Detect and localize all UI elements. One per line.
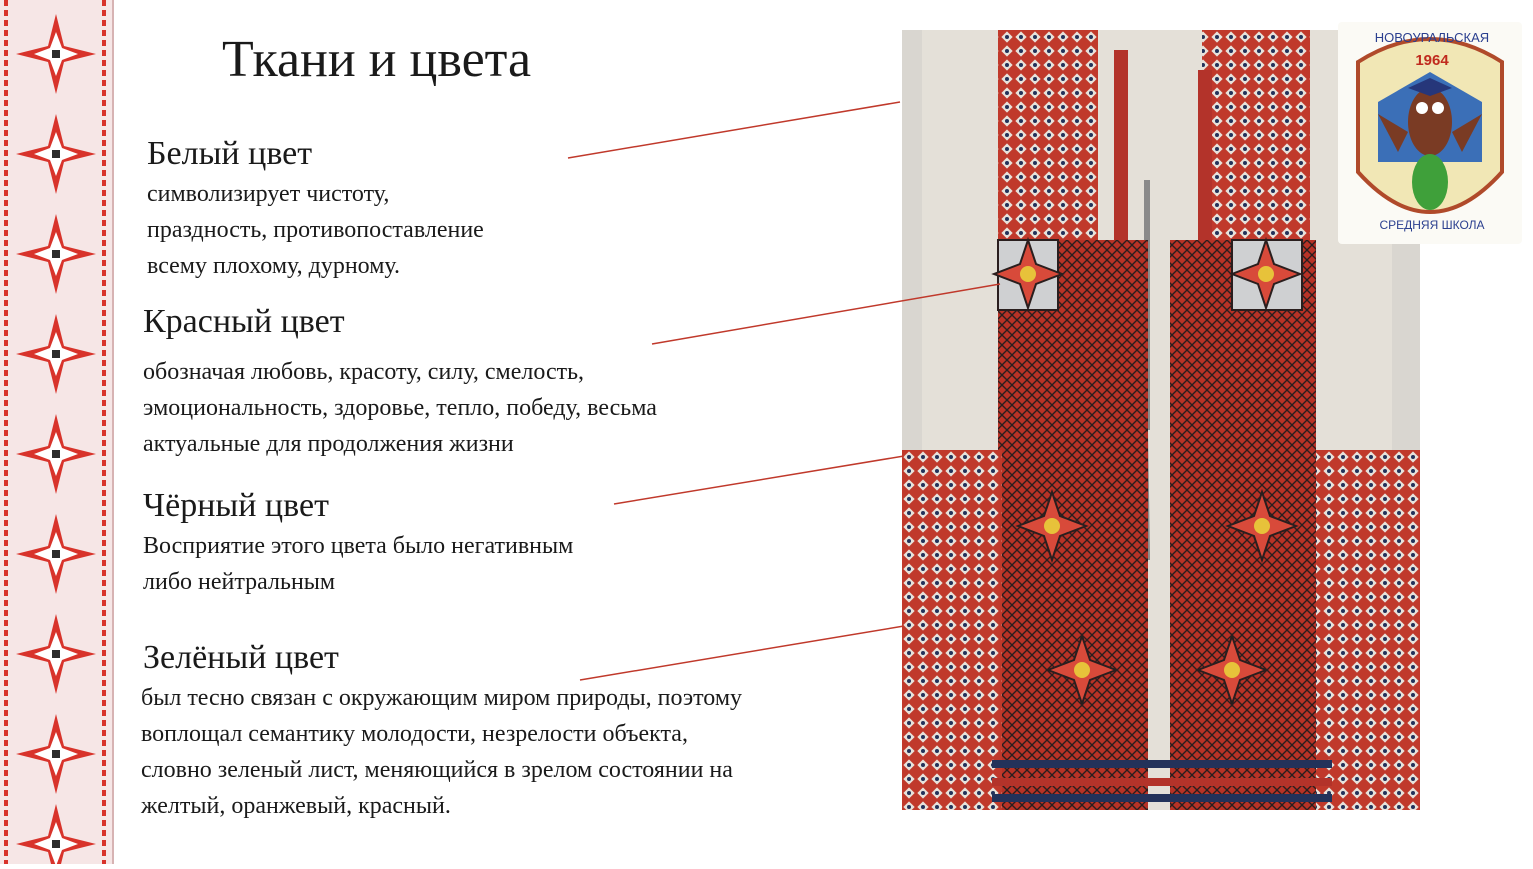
white-line-2: праздность, противопоставление [147, 217, 484, 243]
black-heading: Чёрный цвет [143, 487, 329, 524]
red-text [143, 354, 657, 462]
white-text [147, 176, 484, 284]
red-line-1: обозначая любовь, красоту, силу, смелость, [143, 359, 585, 385]
black-line-1: Восприятие этого цвета было негативным [143, 533, 574, 559]
green-line-2: воплощал семантику молодости, незрелости объекта, [141, 721, 688, 747]
green-text [141, 680, 742, 824]
white-line-3: всему плохому, дурному. [147, 253, 400, 279]
green-line-1: был тесно связан с окружающим миром природы, поэтому [141, 685, 743, 711]
green-line-4: желтый, оранжевый, красный. [141, 793, 451, 819]
white-heading: Белый цвет [147, 135, 313, 172]
black-line-2: либо нейтральным [143, 569, 336, 595]
embroidery-border [0, 0, 114, 864]
black-text [143, 528, 573, 600]
red-heading: Красный цвет [143, 303, 345, 340]
page-title: Ткани и цвета [222, 31, 532, 88]
red-line-2: эмоциональность, здоровье, тепло, победу, весьма [143, 395, 657, 421]
school-logo [1338, 22, 1522, 244]
black-pointer-line [614, 456, 904, 504]
logo-year: 1964 [1415, 52, 1449, 69]
embroidery-pattern [0, 0, 112, 864]
green-pointer-line [580, 626, 904, 680]
white-pointer-line [568, 102, 900, 158]
white-line-1: символизирует чистоту, [147, 181, 390, 207]
green-heading: Зелёный цвет [143, 639, 339, 676]
logo-text-bottom: СРЕДНЯЯ ШКОЛА [1379, 218, 1485, 232]
logo-text-top: НОВОУРАЛЬСКАЯ [1374, 30, 1490, 45]
red-line-3: актуальные для продолжения жизни [143, 431, 514, 457]
green-line-3: словно зеленый лист, меняющийся в зрелом состоянии на [141, 757, 733, 783]
